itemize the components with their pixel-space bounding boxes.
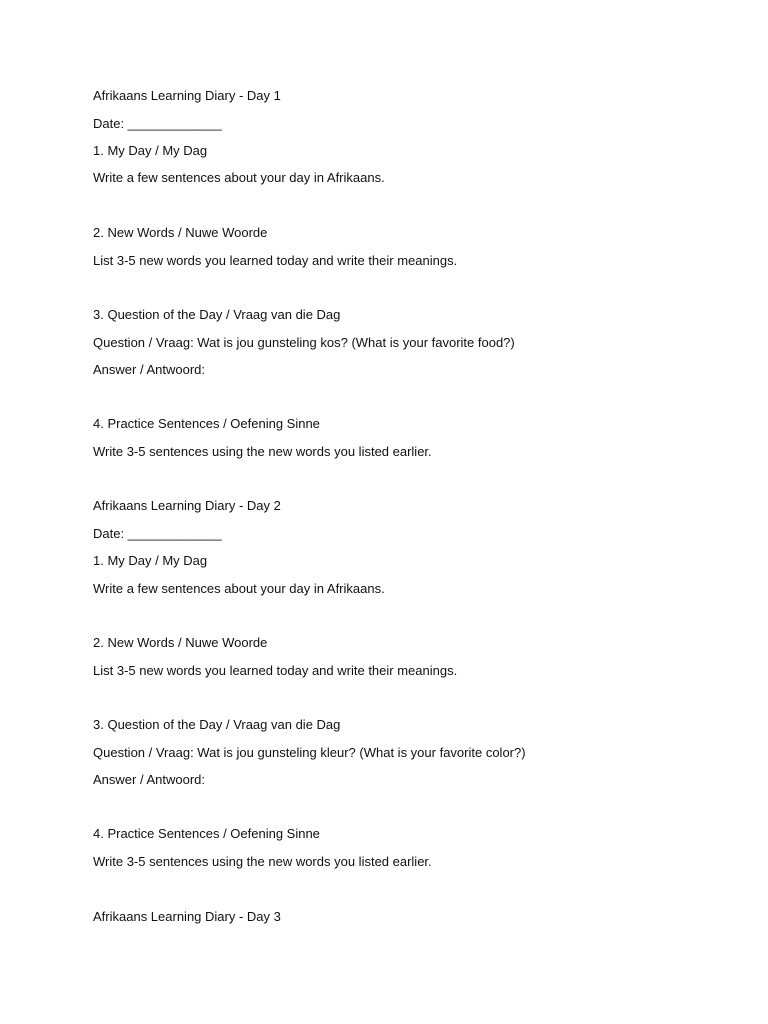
- instruction-text: Write 3-5 sentences using the new words you listed earlier.: [93, 854, 432, 869]
- date-line: Date: _____________: [93, 526, 222, 541]
- question-text: Question / Vraag: Wat is jou gunsteling kos? (What is your favorite food?): [93, 335, 515, 350]
- instruction-text: Write 3-5 sentences using the new words you listed earlier.: [93, 444, 432, 459]
- instruction-text: List 3-5 new words you learned today and write their meanings.: [93, 663, 458, 678]
- diary-title-day-1: Afrikaans Learning Diary - Day 1: [93, 88, 281, 103]
- instruction-text: Write a few sentences about your day in Afrikaans.: [93, 170, 385, 185]
- section-heading: 2. New Words / Nuwe Woorde: [93, 635, 268, 650]
- section-heading: 4. Practice Sentences / Oefening Sinne: [93, 416, 320, 431]
- section-heading: 1. My Day / My Dag: [93, 553, 208, 568]
- section-heading: 3. Question of the Day / Vraag van die Dag: [93, 307, 341, 322]
- answer-label: Answer / Antwoord:: [93, 772, 205, 787]
- section-heading: 3. Question of the Day / Vraag van die Dag: [93, 717, 341, 732]
- diary-title-day-2: Afrikaans Learning Diary - Day 2: [93, 498, 281, 513]
- section-heading: 2. New Words / Nuwe Woorde: [93, 225, 268, 240]
- instruction-text: List 3-5 new words you learned today and write their meanings.: [93, 253, 458, 268]
- diary-title-day-3: Afrikaans Learning Diary - Day 3: [93, 909, 281, 924]
- instruction-text: Write a few sentences about your day in Afrikaans.: [93, 581, 385, 596]
- question-text: Question / Vraag: Wat is jou gunsteling kleur? (What is your favorite color?): [93, 745, 526, 760]
- date-line: Date: _____________: [93, 116, 222, 131]
- answer-label: Answer / Antwoord:: [93, 362, 205, 377]
- section-heading: 4. Practice Sentences / Oefening Sinne: [93, 826, 320, 841]
- section-heading: 1. My Day / My Dag: [93, 143, 208, 158]
